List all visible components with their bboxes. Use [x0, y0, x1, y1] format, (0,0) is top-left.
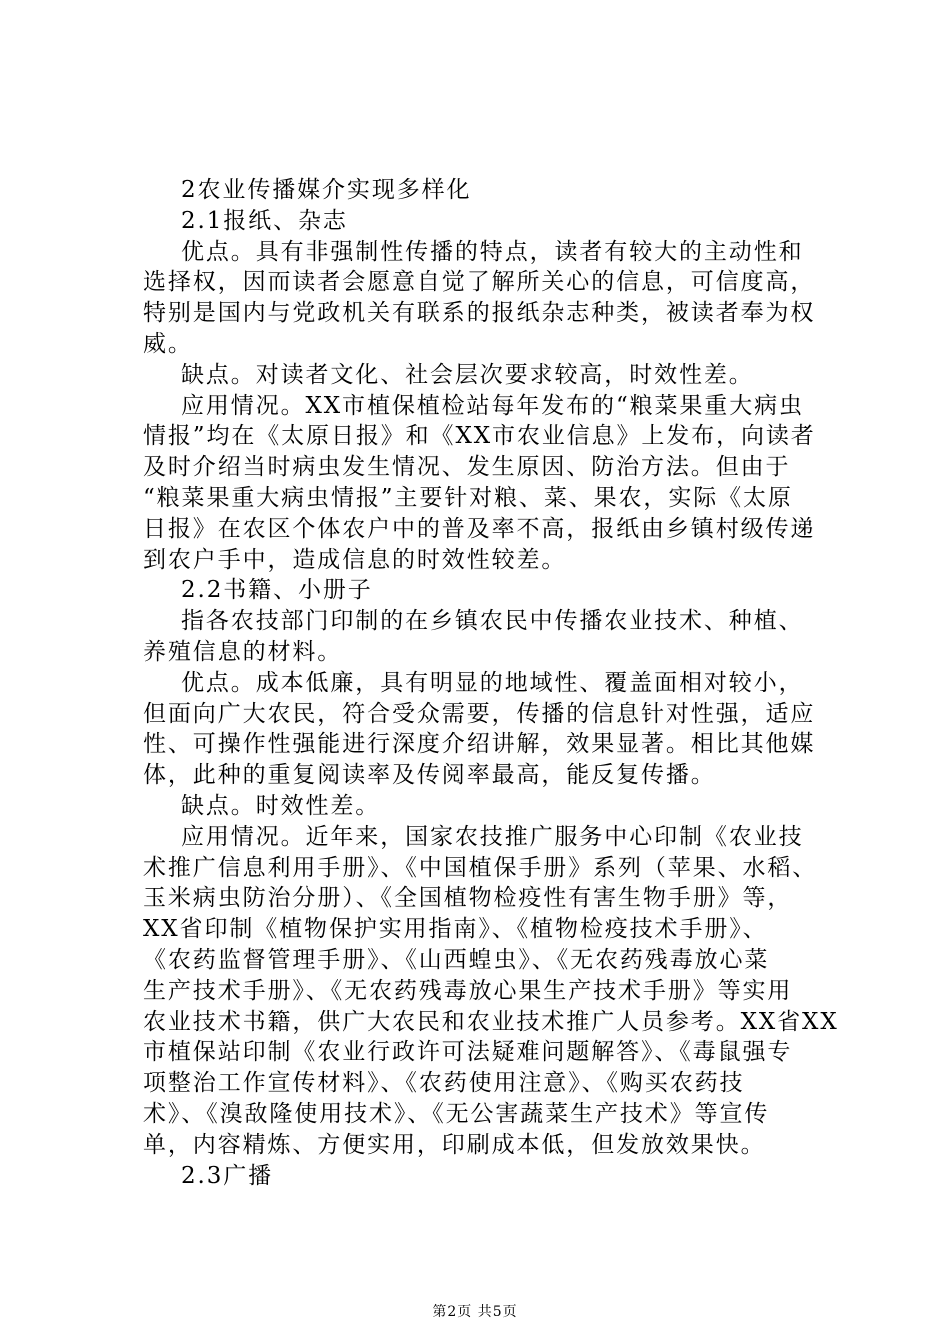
- text-line: 市植保站印制《农业行政许可法疑难问题解答》、《毒鼠强专: [143, 1039, 793, 1066]
- text-line: 到农户手中，造成信息的时效性较差。: [143, 546, 567, 573]
- text-line: 2.1报纸、杂志: [181, 207, 348, 234]
- text-line: 选择权，因而读者会愿意自觉了解所关心的信息，可信度高，: [143, 269, 816, 296]
- text-line: 术推广信息利用手册》、《中国植保手册》系列（苹果、水稻、: [143, 854, 818, 881]
- text-line: 优点。成本低廉，具有明显的地域性、覆盖面相对较小，: [181, 669, 804, 696]
- text-line: 生产技术手册》、《无农药残毒放心果生产技术手册》等实用: [143, 977, 793, 1004]
- page-footer: [0, 1302, 950, 1322]
- text-line: 威。: [143, 330, 193, 357]
- text-line: 农业技术书籍，供广大农民和农业技术推广人员参考。XX省XX: [143, 1008, 839, 1035]
- text-line: XX省印制《植物保护实用指南》、《植物检疫技术手册》、: [143, 916, 768, 943]
- text-line: 及时介绍当时病虫发生情况、发生原因、防治方法。但由于: [143, 454, 791, 481]
- text-line: 性、可操作性强能进行深度介绍讲解，效果显著。相比其他媒: [143, 731, 816, 758]
- text-line: 玉米病虫防治分册）、《全国植物检疫性有害生物手册》等，: [143, 885, 793, 912]
- text-line: 特别是国内与党政机关有联系的报纸杂志种类，被读者奉为权: [143, 300, 816, 327]
- text-line: 《农药监督管理手册》、《山西蝗虫》、《无农药残毒放心菜: [143, 946, 770, 973]
- text-line: 2.3广播: [181, 1162, 274, 1189]
- text-line: 养殖信息的材料。: [143, 638, 343, 665]
- text-line: 日报》在农区个体农户中的普及率不高，报纸由乡镇村级传递: [143, 515, 816, 542]
- text-line: 2.2书籍、小册子: [181, 577, 373, 604]
- text-line: 但面向广大农民，符合受众需要，传播的信息针对性强，适应: [143, 700, 816, 727]
- text-line: 情报”均在《太原日报》和《XX市农业信息》上发布，向读者: [143, 423, 816, 450]
- document-body: [143, 175, 843, 1191]
- text-line: 缺点。时效性差。: [181, 792, 381, 819]
- text-line: 缺点。对读者文化、社会层次要求较高，时效性差。: [181, 361, 754, 388]
- text-line: 优点。具有非强制性传播的特点，读者有较大的主动性和: [181, 238, 804, 265]
- page-number-label: 第2页 共5页: [432, 1304, 518, 1320]
- text-line: 单，内容精炼、方便实用，印刷成本低，但发放效果快。: [143, 1131, 766, 1158]
- text-line: 指各农技部门印制的在乡镇农民中传播农业技术、种植、: [181, 608, 804, 635]
- text-line: 体，此种的重复阅读率及传阅率最高，能反复传播。: [143, 762, 716, 789]
- text-line: 术》、《溴敌隆使用技术》、《无公害蔬菜生产技术》等宣传: [143, 1100, 770, 1127]
- text-line: 应用情况。近年来，国家农技推广服务中心印制《农业技: [181, 823, 804, 850]
- text-line: “粮菜果重大病虫情报”主要针对粮、菜、果农，实际《太原: [143, 484, 793, 511]
- text-line: 应用情况。XX市植保植检站每年发布的“粮菜果重大病虫: [181, 392, 804, 419]
- text-line: 项整治工作宣传材料》、《农药使用注意》、《购买农药技: [143, 1070, 745, 1097]
- text-line: 2农业传播媒介实现多样化: [181, 177, 472, 203]
